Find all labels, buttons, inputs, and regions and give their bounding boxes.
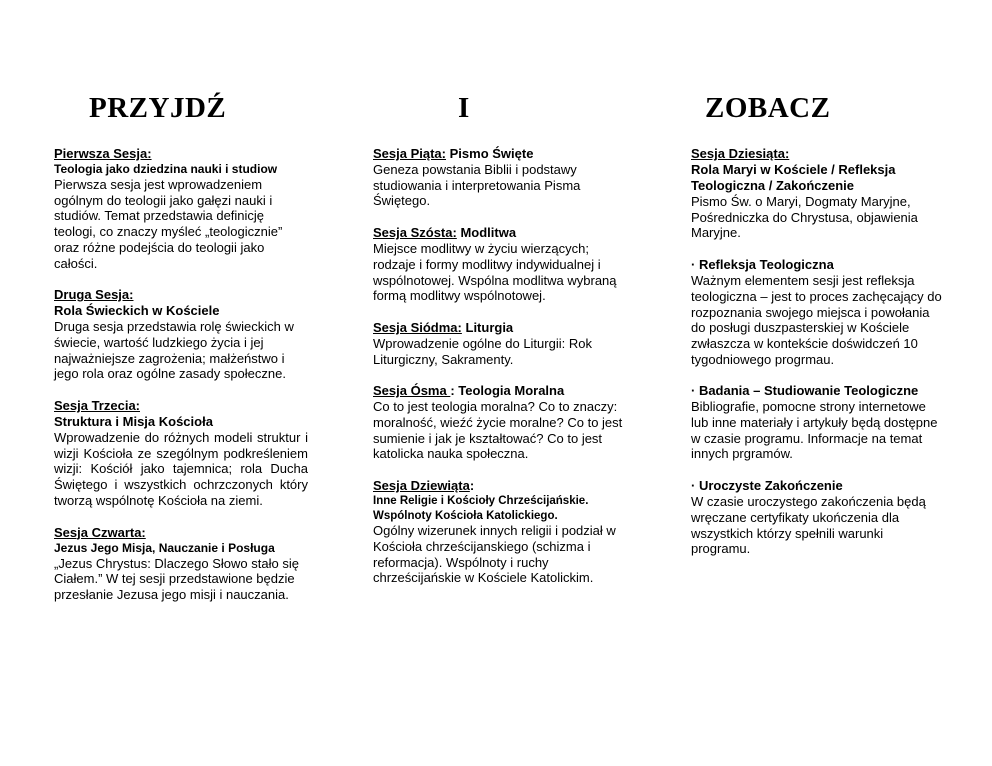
session-label: Druga Sesja:: [54, 287, 134, 303]
session-5: [373, 146, 627, 209]
session-description: Ogólny wizerunek innych religii i podział w Kościoła chrześcijanskiego (schizma i reformacja). Wspólnoty i ruchy chrześcijańskie w Kościele Katolickim.: [373, 523, 616, 586]
session-label: Sesja Siódma:: [373, 319, 462, 335]
session-1: [54, 146, 308, 271]
session-description: Wprowadzenie do różnych modeli struktur i wizji Kościoła ze szególnym podkreśleniem wizji: Kościół jako tajemnica; rola Ducha Świętego i wszystkich ochrzczonych który tworzą wspólnotę Kościoła na ziemi.: [54, 430, 308, 508]
session-description: Druga sesja przedstawia rolę świeckich w świecie, wartość ludzkiego życia i jej najważniejsze zagrożenia; małżeństwo i jego rola oraz ogólne zasady społeczne.: [54, 319, 294, 382]
session-title: Rola Maryi w Kościele / Refleksja Teologiczna / Zakończenie: [691, 162, 896, 193]
session-6: [373, 225, 627, 304]
session-title: Jezus Jego Misja, Nauczanie i Posługa: [54, 540, 275, 555]
session-3: [54, 398, 308, 509]
session-title: Liturgia: [465, 319, 514, 335]
session-title: Rola Świeckich w Kościele: [54, 303, 220, 319]
bullet-title: · Uroczyste Zakończenie: [691, 478, 843, 494]
session-description: Pierwsza sesja jest wprowadzeniem ogólnym do teologii jako gałęzi nauki i studiów. Temat przedstawia definicję teologi, co znaczy myśleć „teologicznie” oraz różne podejścia do teologii jako całości.: [54, 177, 283, 271]
bullet-title: · Badania – Studiowanie Teologiczne: [691, 383, 919, 399]
column-right: [691, 146, 945, 573]
session-label: Pierwsza Sesja:: [54, 146, 152, 161]
session-label: Sesja Szósta:: [373, 225, 457, 241]
bullet-description: W czasie uroczystego zakończenia będą wręczane certyfikaty ukończenia dla wszystkich którzy spełnili warunki programu.: [691, 494, 926, 557]
title-zobacz: ZOBACZ: [705, 92, 831, 124]
column-middle: [373, 146, 627, 602]
session-8: [373, 383, 627, 462]
session-label: Sesja Dziewiąta: [373, 478, 470, 494]
session-7: [373, 320, 627, 367]
session-2: [54, 287, 308, 382]
session-label: Sesja Czwarta:: [54, 524, 146, 540]
session-description: Co to jest teologia moralna? Co to znaczy: moralność, wieźć życie moralne? Co to jest sumienie i jak je kształtować? Co to jest katolicka nauka społeczna.: [373, 399, 623, 462]
bullet-description: Ważnym elementem sesji jest refleksja teologiczna – jest to proces zachęcający do rozpoznania swojego miejsca i powołania do posługi duszpasterskiej w Kościele zwłaszcza w kontekście doświdczeń 10 tygodniowego progrmau.: [691, 273, 942, 367]
session-description: Pismo Św. o Maryi, Dogmaty Maryjne, Pośredniczka do Chrystusa, objawienia Maryjne.: [691, 194, 918, 241]
bullet-description: Bibliografie, pomocne strony internetowe lub inne materiały i artykuły będą dostępne w czasie programu. Informacje na temat innych prgramów.: [691, 399, 938, 462]
session-description: Miejsce modlitwy w życiu wierzących; rodzaje i formy modlitwy indywidualnej i wspólnotowej. Wspólna modlitwa wybraną formą modlitwy wspólnotowej.: [373, 241, 617, 304]
title-przyjdz: PRZYJDŹ: [89, 92, 227, 124]
session-4: [54, 525, 308, 603]
session-label: Sesja Dziesiąta:: [691, 146, 790, 161]
bullet-zakonczenie: [691, 478, 945, 557]
session-title: : Teologia Moralna: [450, 383, 565, 399]
session-label: Sesja Ósma: [373, 383, 451, 399]
session-title: Pismo Święte: [449, 146, 534, 161]
title-i: I: [458, 92, 470, 124]
session-10: [691, 146, 945, 241]
column-left: [54, 146, 308, 619]
session-title: Struktura i Misja Kościoła: [54, 414, 213, 430]
bullet-refleksja: [691, 257, 945, 367]
session-description: Geneza powstania Biblii i podstawy studiowania i interpretowania Pisma Świętego.: [373, 162, 581, 209]
session-description: Wprowadzenie ogólne do Liturgii: Rok Liturgiczny, Sakramenty.: [373, 335, 592, 367]
session-title: :: [469, 478, 475, 494]
bullet-badania: [691, 383, 945, 462]
session-label: Sesja Piąta:: [373, 146, 446, 161]
session-9: [373, 478, 627, 586]
session-subtitle: Inne Religie i Kościoły Chrześcijańskie. Wspólnoty Kościoła Katolickiego.: [373, 495, 589, 522]
session-label: Sesja Trzecia:: [54, 398, 140, 414]
session-description: „Jezus Chrystus: Dlaczego Słowo stało się Ciałem.” W tej sesji przedstawione będzie przesłanie Jezusa jego misji i nauczania.: [54, 555, 299, 602]
bullet-title: · Refleksja Teologiczna: [691, 257, 834, 273]
session-title: Modlitwa: [460, 225, 517, 241]
session-title: Teologia jako dziedzina nauki i studiow: [54, 162, 278, 176]
